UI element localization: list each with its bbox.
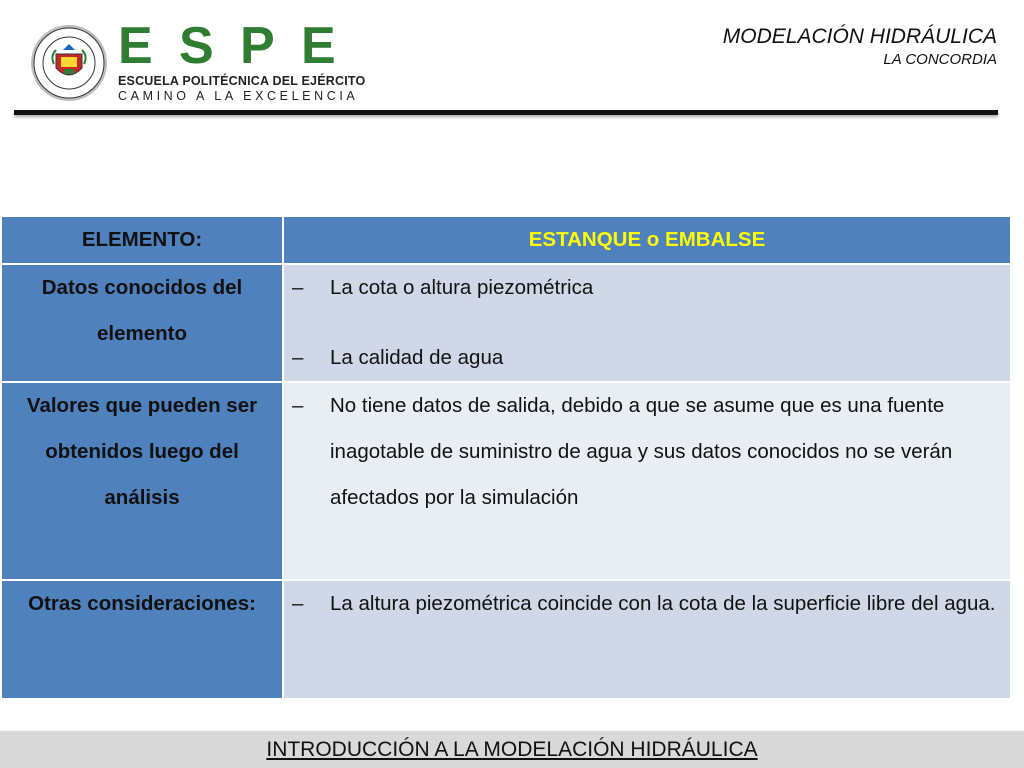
bullet-item: – La altura piezométrica coincide con la cota de la superficie libre del agua.: [330, 581, 1000, 627]
brand-tagline: CAMINO A LA EXCELENCIA: [118, 89, 359, 103]
brand-letter: S: [179, 17, 214, 75]
bullet-list: [284, 581, 1010, 627]
bullet-list: [284, 265, 1010, 381]
row-value: [283, 264, 1011, 382]
bullet-item: – La cota o altura piezométrica: [330, 265, 1000, 311]
brand-letter: E: [301, 17, 336, 75]
slide-footer: [0, 731, 1024, 768]
header-divider: [14, 110, 998, 115]
table-row: [1, 382, 1011, 580]
row-label: Otras consideraciones:: [1, 580, 283, 699]
table-header-row: [1, 216, 1011, 264]
course-heading: [723, 24, 997, 70]
course-subtitle: LA CONCORDIA: [883, 51, 997, 68]
table-header-value: ESTANQUE o EMBALSE: [283, 216, 1011, 264]
bullet-item: – La calidad de agua: [330, 335, 1000, 381]
table-row: [1, 580, 1011, 699]
footer-title: INTRODUCCIÓN A LA MODELACIÓN HIDRÁULICA: [266, 738, 758, 761]
element-table: [0, 215, 1012, 700]
table-header-label: ELEMENTO:: [1, 216, 283, 264]
row-label: Datos conocidos del elemento: [1, 264, 283, 382]
row-value: [283, 580, 1011, 699]
row-value: [283, 382, 1011, 580]
brand-name: ESCUELA POLITÉCNICA DEL EJÉRCITO: [118, 74, 366, 88]
bullet-list: [284, 383, 1010, 521]
espe-brand: [118, 17, 378, 106]
bullet-item: – No tiene datos de salida, debido a que se asume que es una fuente inagotable de suministro de agua y sus datos conocidos no se verán afectados por la simulación: [330, 383, 1000, 521]
espe-seal-logo: [30, 24, 108, 102]
slide-header: [0, 0, 1024, 120]
brand-letter: E: [118, 17, 153, 75]
brand-letter: P: [240, 17, 275, 75]
table-row: [1, 264, 1011, 382]
brand-letters: [118, 17, 378, 75]
course-title: MODELACIÓN HIDRÁULICA: [722, 25, 997, 48]
row-label: Valores que pueden ser obtenidos luego del análisis: [1, 382, 283, 580]
